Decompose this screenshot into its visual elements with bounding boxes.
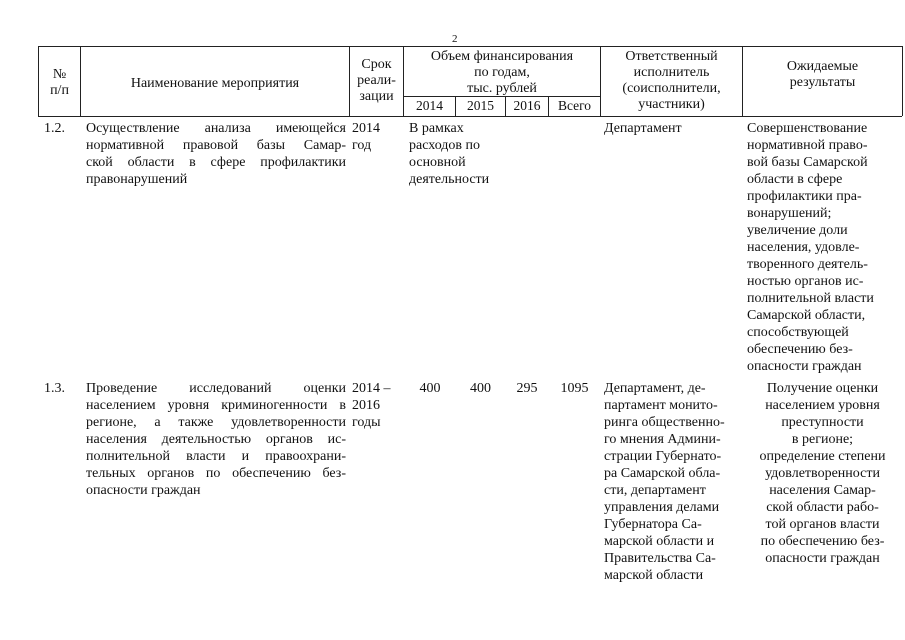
row-event-name: Проведение исследований оценки населением уровня криминогенности в регионе, а также удовлетворенности населения деятельностью органов ис- полнительной власти и правоохрани- тельных органов по обеспечению без- опасности граждан xyxy=(86,381,346,498)
row-number: 1.2. xyxy=(44,121,65,136)
row-results: Получение оценки населением уровня преступности в регионе; определение степени удовлетворенности населения Самар- ской области рабо- той органов власти по обеспечению без- опасности граждан xyxy=(759,381,886,566)
page-number: 2 xyxy=(452,33,458,45)
header-results: Ожидаемые результаты xyxy=(786,59,859,90)
header-responsible: Ответственный исполнитель (соисполнители, участники) xyxy=(622,49,721,112)
header-total: Всего xyxy=(557,98,592,113)
header-term: Срок реали- зации xyxy=(357,57,396,104)
row-responsible: Департамент, де- партамент монито- ринга общественно- го мнения Админи- страции Губернато- ра Самарской обла- сти, департамент управления делами Губернатора Са- марской области и Правительства Са- марской области xyxy=(604,381,725,583)
header-name: Наименование мероприятия xyxy=(130,76,300,91)
header-year-2016: 2016 xyxy=(513,98,541,113)
header-year-2014: 2014 xyxy=(416,98,443,113)
row-value-2015: 400 xyxy=(470,381,491,396)
row-funding-note: В рамках расходов по основной деятельности xyxy=(409,121,490,187)
header-number: № п/п xyxy=(50,67,69,98)
header-funding: Объем финансирования по годам, тыс. рублей xyxy=(430,49,574,96)
row-event-name: Осуществление анализа имеющейся нормативной правовой базы Самар- ской области в сфере профилактики правонарушений xyxy=(86,121,346,187)
header-year-2015: 2015 xyxy=(467,98,494,113)
row-term: 2014 год xyxy=(352,121,380,153)
row-results: Совершенствование нормативной право- вой базы Самарской области в сфере профилактики пра- вонарушений; увеличение доли населения, удовле- творенного деятель- ностью органов ис- полнительной власти Самарской области, способствующей обеспечению без- опасности граждан xyxy=(747,121,874,374)
row-value-2016: 295 xyxy=(516,381,538,396)
row-responsible: Департамент xyxy=(604,121,682,136)
row-number: 1.3. xyxy=(44,381,65,396)
row-value-total: 1095 xyxy=(560,381,589,396)
row-term: 2014 – 2016 годы xyxy=(352,381,391,430)
row-value-2014: 400 xyxy=(419,381,441,396)
